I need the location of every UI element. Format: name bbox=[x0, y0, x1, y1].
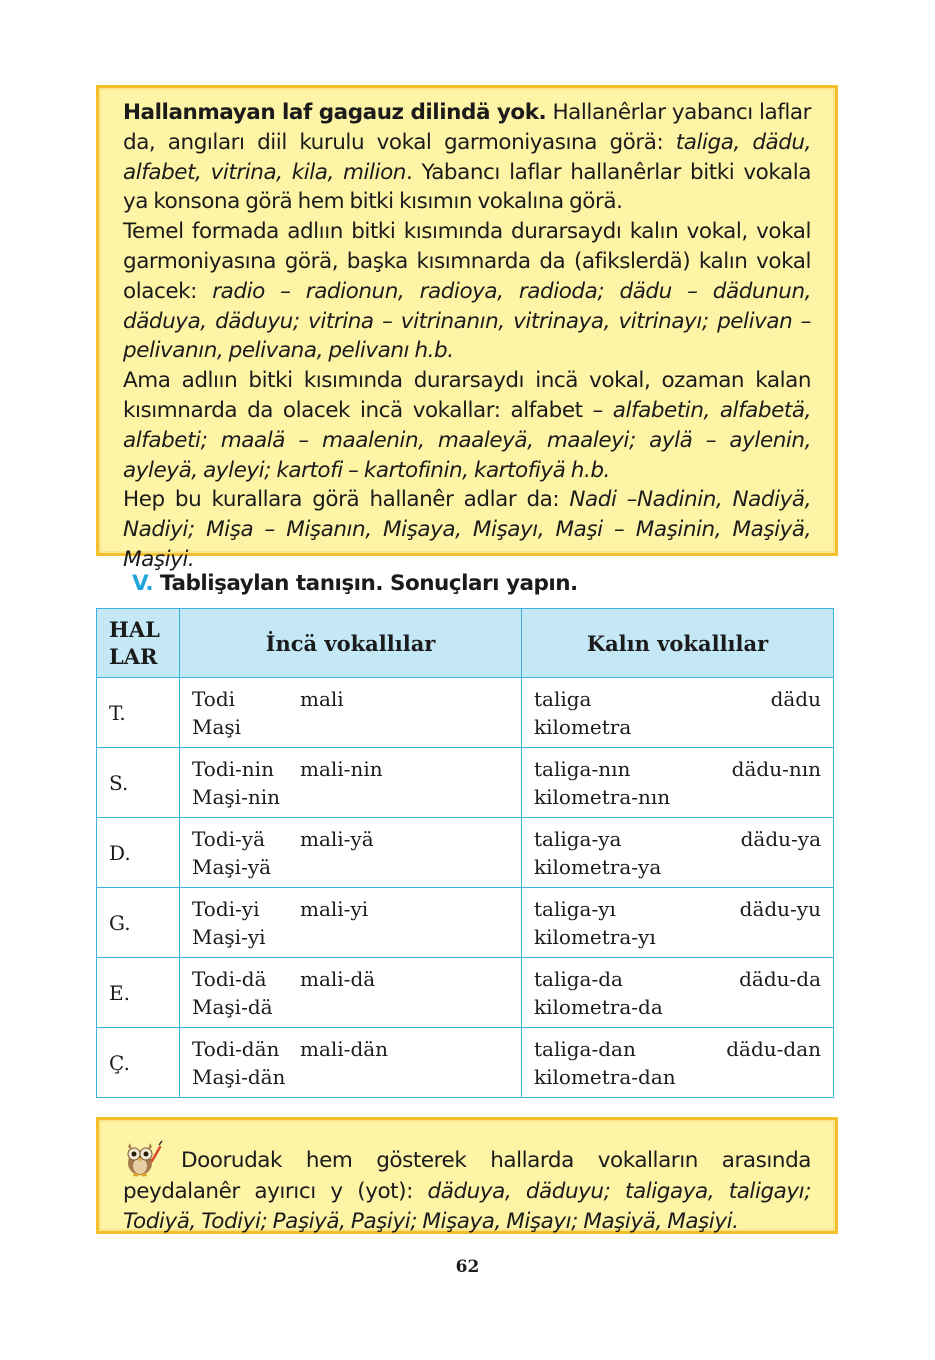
kalin-word-c: kilometra-da bbox=[534, 994, 663, 1019]
inca-word-a: Todi-dä bbox=[192, 966, 267, 991]
kalin-word-a: taliga-ya bbox=[534, 826, 622, 851]
kalin-cell bbox=[522, 748, 834, 818]
rule-note-box bbox=[96, 85, 838, 572]
case-label: Ç. bbox=[97, 1028, 180, 1098]
inca-word-c: Maşi-dä bbox=[192, 994, 273, 1019]
inca-word-b: mali-dä bbox=[300, 966, 376, 991]
kalin-word-b: dädu-ya bbox=[740, 826, 821, 851]
inca-word-a: Todi bbox=[192, 686, 236, 711]
kalin-cell bbox=[522, 678, 834, 748]
table-row bbox=[97, 818, 834, 888]
task-number: V. bbox=[132, 571, 154, 596]
table-row bbox=[97, 748, 834, 818]
rule-text bbox=[123, 98, 811, 217]
table-row bbox=[97, 888, 834, 958]
rule-p1-text2: . Yabancı laflar hallanêrlar bitki vokala ya konsona görä hem bitki kısımın vokalına görä. bbox=[123, 159, 811, 215]
kalin-cell bbox=[522, 1028, 834, 1098]
kalin-cell bbox=[522, 958, 834, 1028]
rule-paragraph-4 bbox=[123, 485, 811, 574]
kalin-word-a: taliga-nın bbox=[534, 756, 631, 781]
kalin-word-a: taliga bbox=[534, 686, 592, 711]
kalin-word-b: dädu-yu bbox=[739, 896, 821, 921]
declension-table bbox=[96, 608, 834, 1098]
inca-word-b: mali-yä bbox=[300, 826, 374, 851]
inca-word-b: mali-nin bbox=[300, 756, 383, 781]
kalin-word-a: taliga-yı bbox=[534, 896, 616, 921]
kalin-word-b: dädu-nın bbox=[731, 756, 821, 781]
case-label: G. bbox=[97, 888, 180, 958]
inca-cell bbox=[180, 1028, 522, 1098]
rule-paragraph-3 bbox=[123, 366, 811, 485]
owl-icon bbox=[123, 1139, 163, 1177]
rule-p1-examples: taliga, dädu, alfabet, vitrina, kila, milion bbox=[123, 129, 811, 185]
tip-text bbox=[123, 1139, 811, 1237]
inca-word-c: Maşi-nin bbox=[192, 784, 280, 809]
table-row bbox=[97, 1028, 834, 1098]
inca-word-c: Maşi-yi bbox=[192, 924, 266, 949]
inca-cell bbox=[180, 888, 522, 958]
kalin-word-b: dädu-da bbox=[739, 966, 821, 991]
inca-word-b: mali-dän bbox=[300, 1036, 389, 1061]
kalin-cell bbox=[522, 888, 834, 958]
case-label: T. bbox=[97, 678, 180, 748]
header-hallar: HAL LAR bbox=[97, 609, 180, 678]
rule-p3-examples: alfabetin, alfabetä, alfabeti; maalä – maalenin, maaleyä, maaleyi; aylä – aylenin, ayleyä, ayleyi; kartofi – kartofinin, kartofiyä h.b. bbox=[123, 397, 811, 483]
inca-word-c: Maşi-yä bbox=[192, 854, 272, 879]
inca-word-a: Todi-yä bbox=[192, 826, 266, 851]
kalin-word-b: dädu bbox=[770, 686, 821, 711]
inca-cell bbox=[180, 678, 522, 748]
rule-p2-examples: radio – radionun, radioya, radioda; dädu – dädunun, däduya, däduyu; vitrina – vitrinanın, vitrinaya, vitrinayı; pelivan – pelivanın, pelivana, pelivanı h.b. bbox=[123, 278, 811, 364]
kalin-word-c: kilometra bbox=[534, 714, 632, 739]
case-label: D. bbox=[97, 818, 180, 888]
kalin-word-a: taliga-da bbox=[534, 966, 623, 991]
inca-cell bbox=[180, 818, 522, 888]
rule-p4-text: Hep bu kurallara görä hallanêr adlar da: bbox=[123, 487, 560, 513]
rule-p3-text: Ama adlıın bitki kısımında durarsaydı incä vokal, ozaman kalan kısımnarda da olacek incä vokallar: alfabet – bbox=[123, 368, 811, 423]
kalin-word-c: kilometra-dan bbox=[534, 1064, 676, 1089]
kalin-word-b: dädu-dan bbox=[726, 1036, 821, 1061]
rule-p2-text: Temel formada adlıın bitki kısımında durarsaydı kalın vokal, vokal garmoniyasına görä, başka kısımnarda da (afikslerdä) kalın vokal olacek: bbox=[123, 219, 811, 304]
kalin-word-c: kilometra-nın bbox=[534, 784, 671, 809]
inca-word-a: Todi-dän bbox=[192, 1036, 280, 1061]
task-heading bbox=[132, 571, 578, 596]
rule-bold-lead: Hallanmayan laf gagauz dilindä yok. bbox=[123, 100, 547, 125]
header-inca: İncä vokallılar bbox=[180, 609, 522, 678]
kalin-word-a: taliga-dan bbox=[534, 1036, 636, 1061]
header-kalin: Kalın vokallılar bbox=[522, 609, 834, 678]
inca-cell bbox=[180, 958, 522, 1028]
tip-main-text: Doorudak hem gösterek hallarda vokalların arasında peydalanêr ayırıcı y (yot): bbox=[123, 1148, 811, 1204]
case-label: E. bbox=[97, 958, 180, 1028]
table-row bbox=[97, 958, 834, 1028]
rule-p1-text: Hallanêrlar yabancı laflar da, angıları diil kurulu vokal garmoniyasına görä: bbox=[123, 100, 811, 155]
inca-word-a: Todi-nin bbox=[192, 756, 274, 781]
table-header-row bbox=[97, 609, 834, 678]
case-label: S. bbox=[97, 748, 180, 818]
inca-word-b: mali-yi bbox=[300, 896, 369, 921]
kalin-cell bbox=[522, 818, 834, 888]
inca-word-c: Maşi-dän bbox=[192, 1064, 286, 1089]
inca-word-c: Maşi bbox=[192, 714, 242, 739]
kalin-word-c: kilometra-yı bbox=[534, 924, 656, 949]
rule-paragraph-2 bbox=[123, 217, 811, 366]
page-number: 62 bbox=[455, 1257, 480, 1277]
table-row bbox=[97, 678, 834, 748]
task-text: Tablişaylan tanışın. Sonuçları yapın. bbox=[160, 571, 578, 596]
tip-examples: däduya, däduyu; taligaya, taligayı; Todiyä, Todiyi; Paşiyä, Paşiyi; Mişaya, Mişayı; Maşiyä, Maşiyi. bbox=[123, 1179, 811, 1234]
inca-cell bbox=[180, 748, 522, 818]
inca-word-a: Todi-yi bbox=[192, 896, 260, 921]
kalin-word-c: kilometra-ya bbox=[534, 854, 662, 879]
rule-p4-examples: Nadi –Nadinin, Nadiyä, Nadiyi; Mişa – Mişanın, Mişaya, Mişayı, Maşi – Maşinin, Maşiyä, Maşiyi. bbox=[123, 487, 811, 572]
inca-word-b: mali bbox=[300, 686, 344, 711]
tip-note-box bbox=[96, 1117, 838, 1234]
